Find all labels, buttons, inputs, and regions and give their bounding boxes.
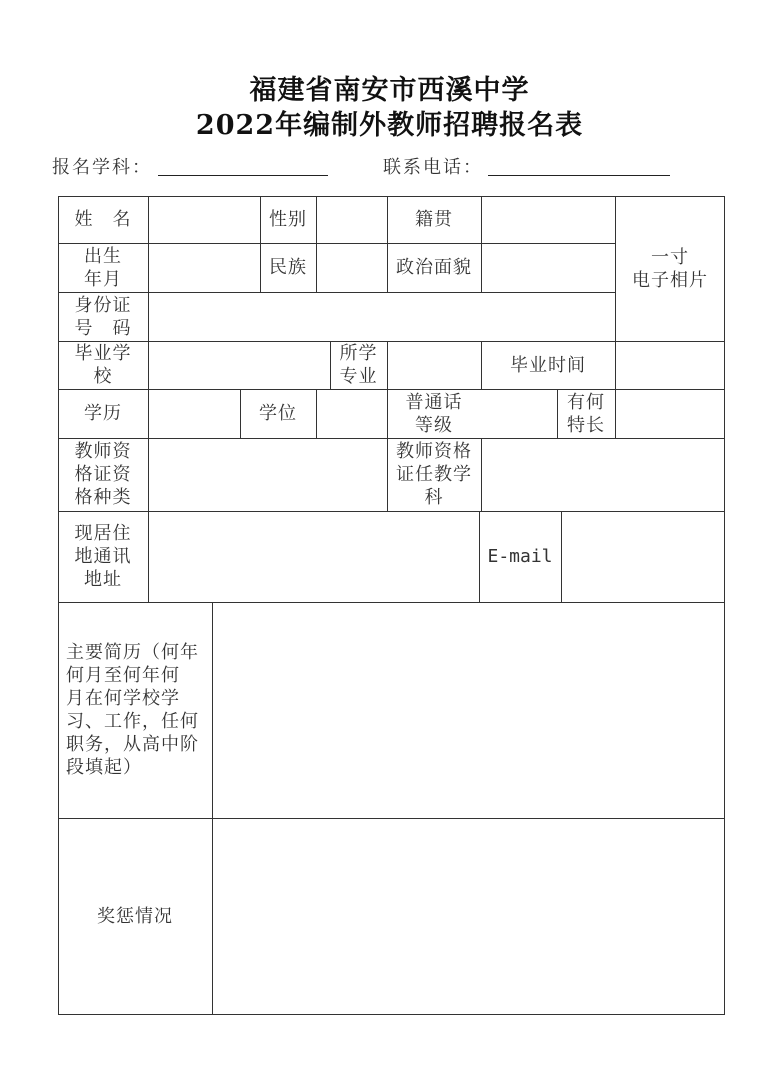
grad-school-input[interactable]: [149, 341, 330, 389]
resume-label-line5: 职务，从高中阶: [66, 734, 199, 755]
gender-input[interactable]: [317, 196, 387, 243]
phone-field[interactable]: [488, 175, 670, 176]
subject-label: 报名学科：: [52, 157, 152, 178]
name-input[interactable]: [149, 196, 260, 243]
resume-label-line1: 主要简历（何年: [66, 642, 199, 663]
id-number-label: [58, 292, 148, 341]
cert-type-label-line3: 格种类: [74, 487, 132, 508]
address-label-line3: 地址: [84, 569, 122, 590]
id-label-line2: 号 码: [74, 317, 132, 339]
birth-input[interactable]: [149, 243, 260, 292]
grad-school-label: [58, 341, 148, 389]
address-input[interactable]: [149, 511, 479, 602]
address-label-line1: 现居住: [74, 523, 132, 544]
id-label-line1: 身份证: [74, 294, 132, 316]
education-input[interactable]: [149, 389, 240, 438]
subject-field[interactable]: [158, 175, 328, 176]
specialty-input[interactable]: [616, 389, 724, 438]
photo-placeholder[interactable]: [616, 196, 724, 341]
mandarin-level-input[interactable]: [482, 389, 557, 438]
major-label-line1: 所学: [339, 343, 378, 364]
mandarin-label-line1: 普通话: [405, 391, 463, 413]
address-label-line2: 地通讯: [74, 546, 132, 567]
ethnicity-label: 民族: [269, 257, 307, 278]
education-label: 学历: [84, 403, 122, 424]
address-label: [58, 511, 148, 602]
page-subtitle: 2022年编制外教师招聘报名表: [195, 110, 584, 141]
resume-label-line2: 何月至何年何: [66, 665, 180, 686]
cert-subject-label-line3: 科: [424, 487, 444, 508]
cert-subject-input[interactable]: [482, 438, 724, 511]
native-place-input[interactable]: [482, 196, 615, 243]
cert-type-input[interactable]: [149, 438, 387, 511]
grad-time-label: 毕业时间: [510, 354, 586, 376]
cert-type-label-line2: 格证资: [74, 464, 132, 485]
major-label: [330, 341, 387, 389]
mandarin-level-label: [387, 389, 481, 438]
resume-label-line4: 习、工作，任何: [66, 711, 199, 732]
awards-input[interactable]: [213, 818, 724, 1014]
cert-type-label-line1: 教师资: [74, 441, 132, 462]
email-input[interactable]: [562, 511, 724, 602]
political-status-label: 政治面貌: [396, 257, 472, 278]
cert-type-label: [58, 438, 148, 511]
native-place-label: 籍贯: [415, 209, 453, 230]
cert-subject-label-line1: 教师资格: [396, 441, 472, 462]
specialty-label: [557, 389, 615, 438]
specialty-label-line2: 特长: [567, 414, 605, 436]
email-label: E-mail: [487, 546, 553, 567]
mandarin-label-line2: 等级: [415, 414, 453, 436]
phone-label: 联系电话：: [383, 157, 483, 178]
degree-label: 学位: [259, 403, 297, 424]
birth-label-line1: 出生: [84, 245, 122, 267]
birth-label-line2: 年月: [84, 268, 122, 290]
cert-subject-label: [387, 438, 481, 511]
page-title: 福建省南安市西溪中学: [249, 75, 530, 106]
birth-label: [58, 243, 148, 292]
resume-input[interactable]: [213, 602, 724, 818]
specialty-label-line1: 有何: [567, 391, 605, 413]
grad-time-input[interactable]: [616, 341, 724, 389]
resume-label: [58, 602, 212, 818]
political-status-input[interactable]: [482, 243, 615, 292]
degree-input[interactable]: [317, 389, 387, 438]
ethnicity-input[interactable]: [317, 243, 387, 292]
id-number-input[interactable]: [149, 292, 615, 341]
major-label-line2: 专业: [339, 366, 378, 387]
awards-label: 奖惩情况: [97, 905, 173, 927]
grad-school-label-line2: 校: [93, 366, 113, 387]
photo-label-line2: 电子相片: [632, 269, 708, 291]
cert-subject-label-line2: 证任教学: [396, 464, 472, 485]
grad-school-label-line1: 毕业学: [74, 343, 132, 364]
name-label: 姓 名: [74, 209, 132, 230]
resume-label-line6: 段填起）: [66, 757, 142, 778]
photo-label-line1: 一寸: [651, 246, 689, 268]
resume-label-line3: 月在何学校学: [66, 688, 180, 709]
major-input[interactable]: [388, 341, 481, 389]
gender-label: 性别: [269, 209, 307, 230]
